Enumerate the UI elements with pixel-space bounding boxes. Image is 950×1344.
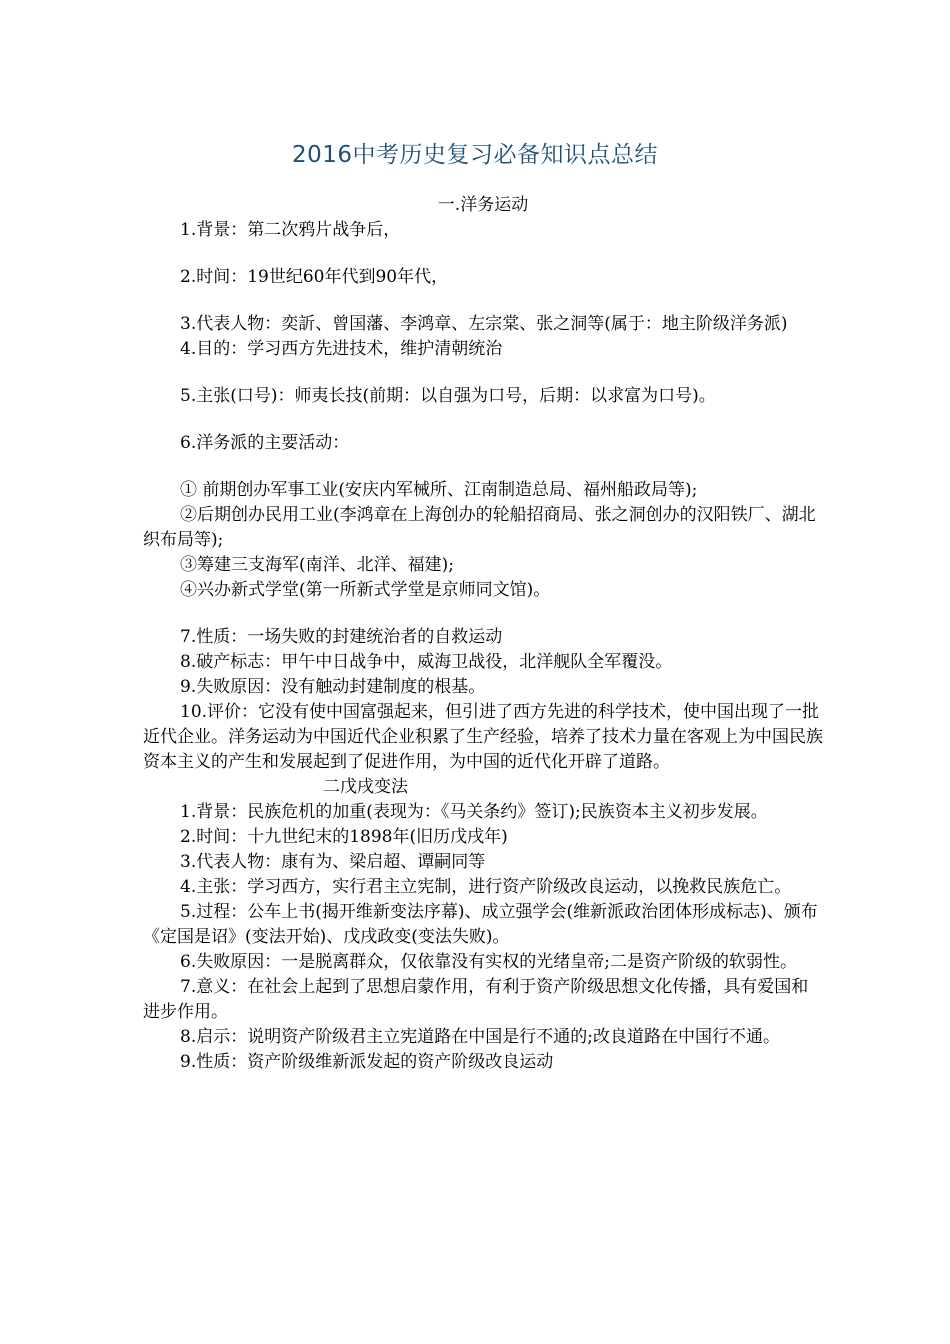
- paragraph: 1.背景：民族危机的加重(表现为：《马关条约》签订);民族资本主义初步发展。: [180, 802, 768, 822]
- activity-item: ②后期创办民用工业(李鸿章在上海创办的轮船招商局、张之洞创办的汉阳铁厂、湖北织布局等);: [143, 505, 816, 550]
- paragraph: 8.启示：说明资产阶级君主立宪道路在中国是行不通的;改良道路在中国行不通。: [180, 1027, 780, 1047]
- activity-item: ③筹建三支海军(南洋、北洋、福建);: [180, 555, 454, 575]
- paragraph: 8.破产标志：甲午中日战争中，威海卫战役，北洋舰队全军覆没。: [180, 652, 673, 672]
- section-heading-wuxu: 二戊戌变法: [323, 777, 408, 797]
- paragraph: 6.失败原因：一是脱离群众，仅依靠没有实权的光绪皇帝;二是资产阶级的软弱性。: [180, 952, 797, 972]
- paragraph: 9.失败原因：没有触动封建制度的根基。: [180, 677, 486, 697]
- paragraph: 5.主张(口号)：师夷长技(前期：以自强为口号，后期：以求富为口号)。: [180, 386, 716, 406]
- paragraph: 6.洋务派的主要活动：: [180, 433, 350, 453]
- section-heading-yangwu: 一.洋务运动: [437, 195, 529, 215]
- paragraph: 4.目的：学习西方先进技术，维护清朝统治: [180, 339, 503, 359]
- paragraph: 3.代表人物：康有为、梁启超、谭嗣同等: [180, 852, 486, 872]
- paragraph: 4.主张：学习西方，实行君主立宪制，进行资产阶级改良运动，以挽救民族危亡。: [180, 877, 792, 897]
- paragraph: 2.时间：19世纪60年代到90年代，: [180, 267, 449, 287]
- paragraph: 9.性质：资产阶级维新派发起的资产阶级改良运动: [180, 1052, 554, 1072]
- paragraph: 3.代表人物：奕訢、曾国藩、李鸿章、左宗棠、张之洞等(属于：地主阶级洋务派): [180, 314, 788, 334]
- paragraph: 10.评价：它没有使中国富强起来，但引进了西方先进的科学技术，使中国出现了一批近代企业。洋务运动为中国近代企业积累了生产经验，培养了技术力量在客观上为中国民族资本主义的产生和发展起到了促进作用，为中国的近代化开辟了道路。: [143, 702, 823, 772]
- document-title: 2016中考历史复习必备知识点总结: [291, 142, 659, 168]
- activity-item: ① 前期创办军事工业(安庆内军械所、江南制造总局、福州船政局等);: [180, 480, 698, 500]
- paragraph: 7.性质：一场失败的封建统治者的自救运动: [180, 627, 503, 647]
- paragraph: 2.时间：十九世纪末的1898年(旧历戊戌年): [180, 827, 508, 847]
- paragraph: 1.背景：第二次鸦片战争后，: [180, 220, 401, 240]
- document-body: [143, 193, 823, 1075]
- paragraph: 7.意义：在社会上起到了思想启蒙作用，有利于资产阶级思想文化传播，具有爱国和进步作用。: [143, 977, 809, 1022]
- paragraph: 5.过程：公车上书(揭开维新变法序幕)、成立强学会(维新派政治团体形成标志)、颁布《定国是诏》(变法开始)、戊戌政变(变法失败)。: [143, 902, 818, 947]
- activity-item: ④兴办新式学堂(第一所新式学堂是京师同文馆)。: [180, 580, 551, 600]
